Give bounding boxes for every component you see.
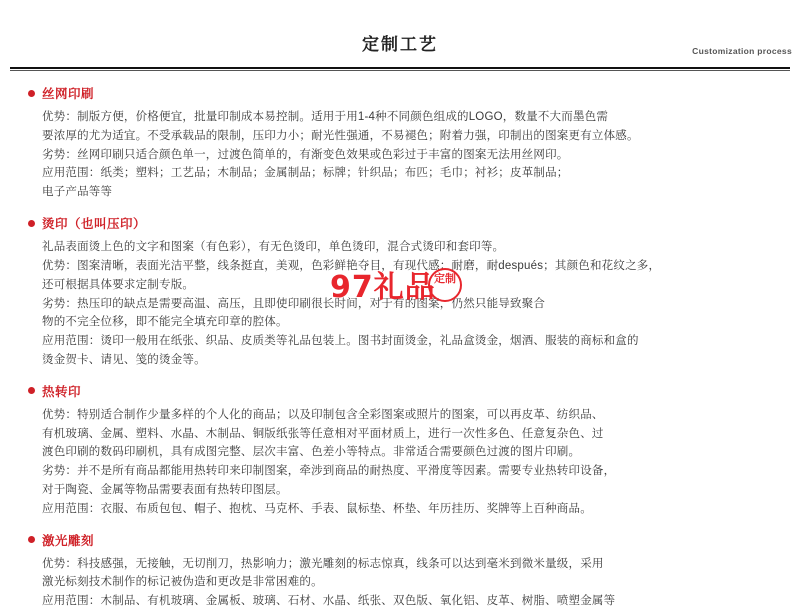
section-paragraph: 劣势：热压印的缺点是需要高温、高压，且即使印刷很长时间，对于有的图案，仍然只能导致聚合 [42, 297, 546, 310]
section-title: 热转印 [42, 384, 82, 399]
section-paragraph: 烫金贺卡、请见、笺的烫金等。 [42, 353, 206, 366]
bullet-icon [28, 90, 35, 97]
section-paragraph: 礼品表面烫上色的文字和图案（有色彩），有无色烫印，单色烫印，混合式烫印和套印等。 [42, 241, 505, 254]
header-divider-thick [10, 67, 790, 69]
section-paragraph: 还可根据具体要求定制专版。 [42, 278, 195, 291]
section-paragraph: 物的不完全位移，即不能完全填充印章的腔体。 [42, 316, 288, 329]
section-title: 烫印（也叫压印） [42, 217, 147, 232]
page-subtitle: Customization process [692, 46, 792, 56]
section-laser-engraving [28, 531, 772, 611]
section-paragraph: 劣势：丝网印刷只适合颜色单一，过渡色简单的，有渐变色效果或色彩过于丰富的图案无法用丝网印。 [42, 148, 569, 161]
section-paragraph: 电子产品等等 [42, 186, 113, 199]
section-paragraph: 对于陶瓷、金属等物品需要表面有热转印图层。 [42, 484, 288, 496]
document-header [0, 0, 800, 70]
bullet-icon [28, 387, 35, 394]
section-paragraph: 优势：图案清晰，表面光洁平整，线条挺直，美观，色彩鲜艳夺目，有现代感；耐磨，耐después；其颜色和花纹之多， [42, 259, 661, 272]
section-paragraph: 激光标刻技术制作的标记被伪造和更改是非常困难的。 [42, 576, 323, 589]
page-title: 定制工艺 [362, 35, 438, 54]
section-title: 丝网印刷 [42, 87, 95, 101]
document-body [0, 70, 800, 611]
bullet-icon [28, 220, 35, 227]
section-title: 激光雕刻 [42, 533, 95, 548]
section-heading [28, 531, 772, 549]
section-heading [28, 84, 772, 102]
watermark-badge: 定制 [428, 268, 462, 302]
section-paragraph: 要浓厚的尤为适宜。不受承载品的限制，压印力小；耐光性强通，不易褪色；附着力强，印制出的图案更有立体感。 [42, 129, 639, 142]
section-silkscreen [28, 84, 772, 202]
section-paragraph: 渡色印刷的数码印刷机，具有成图完整、层次丰富、色差小等特点。非常适合需要颜色过渡的图片印刷。 [42, 446, 581, 459]
watermark-text: 97礼品 [330, 270, 436, 305]
section-paragraph: 优势：特别适合制作少量多样的个人化的商品；以及印制包含全彩图案或照片的图案，可以再皮革、纺织品、 [42, 408, 604, 421]
section-heading [28, 214, 772, 232]
section-paragraph: 应用范围：烫印一般用在纸张、织品、皮质类等礼品包装上。图书封面烫金，礼品盒烫金，烟酒、服装的商标和盒的 [42, 335, 639, 348]
section-paragraph: 应用范围：衣服、布质包包、帽子、抱枕、马克杯、手表、鼠标垫、杯垫、年历挂历、奖牌等上百种商品。 [42, 502, 592, 515]
bullet-icon [28, 536, 35, 543]
section-hot-stamping [28, 214, 772, 370]
section-paragraph: 优势：制版方便，价格便宜，批量印制成本易控制。适用于用1-4种不同颜色组成的LOGO，数量不大而墨色需 [42, 111, 609, 123]
header-divider-thin [10, 70, 790, 71]
section-paragraph: 有机玻璃、金属、塑料、水晶、木制品、铜版纸张等任意相对平面材质上，进行一次性多色、任意复杂色、过 [42, 427, 604, 440]
section-paragraph: 应用范围：纸类；塑料；工艺品；木制品；金属制品；标牌；针织品；布匹；毛巾；衬衫；皮革制品； [42, 167, 569, 180]
section-heat-transfer [28, 382, 772, 519]
section-heading [28, 382, 772, 400]
section-paragraph: 优势：科技感强，无接触，无切削刀，热影响力；激光雕刻的标志惊真，线条可以达到毫米到微米量级，采用 [42, 557, 604, 570]
section-paragraph: 应用范围：木制品、有机玻璃、金属板、玻璃、石材、水晶、纸张、双色版、氧化铝、皮革、树脂、喷塑金属等 [42, 595, 616, 608]
section-paragraph: 劣势：并不是所有商品都能用热转印来印制图案，牵涉到商品的耐热度、平滑度等因素。需要专业热转印设备， [42, 465, 616, 478]
